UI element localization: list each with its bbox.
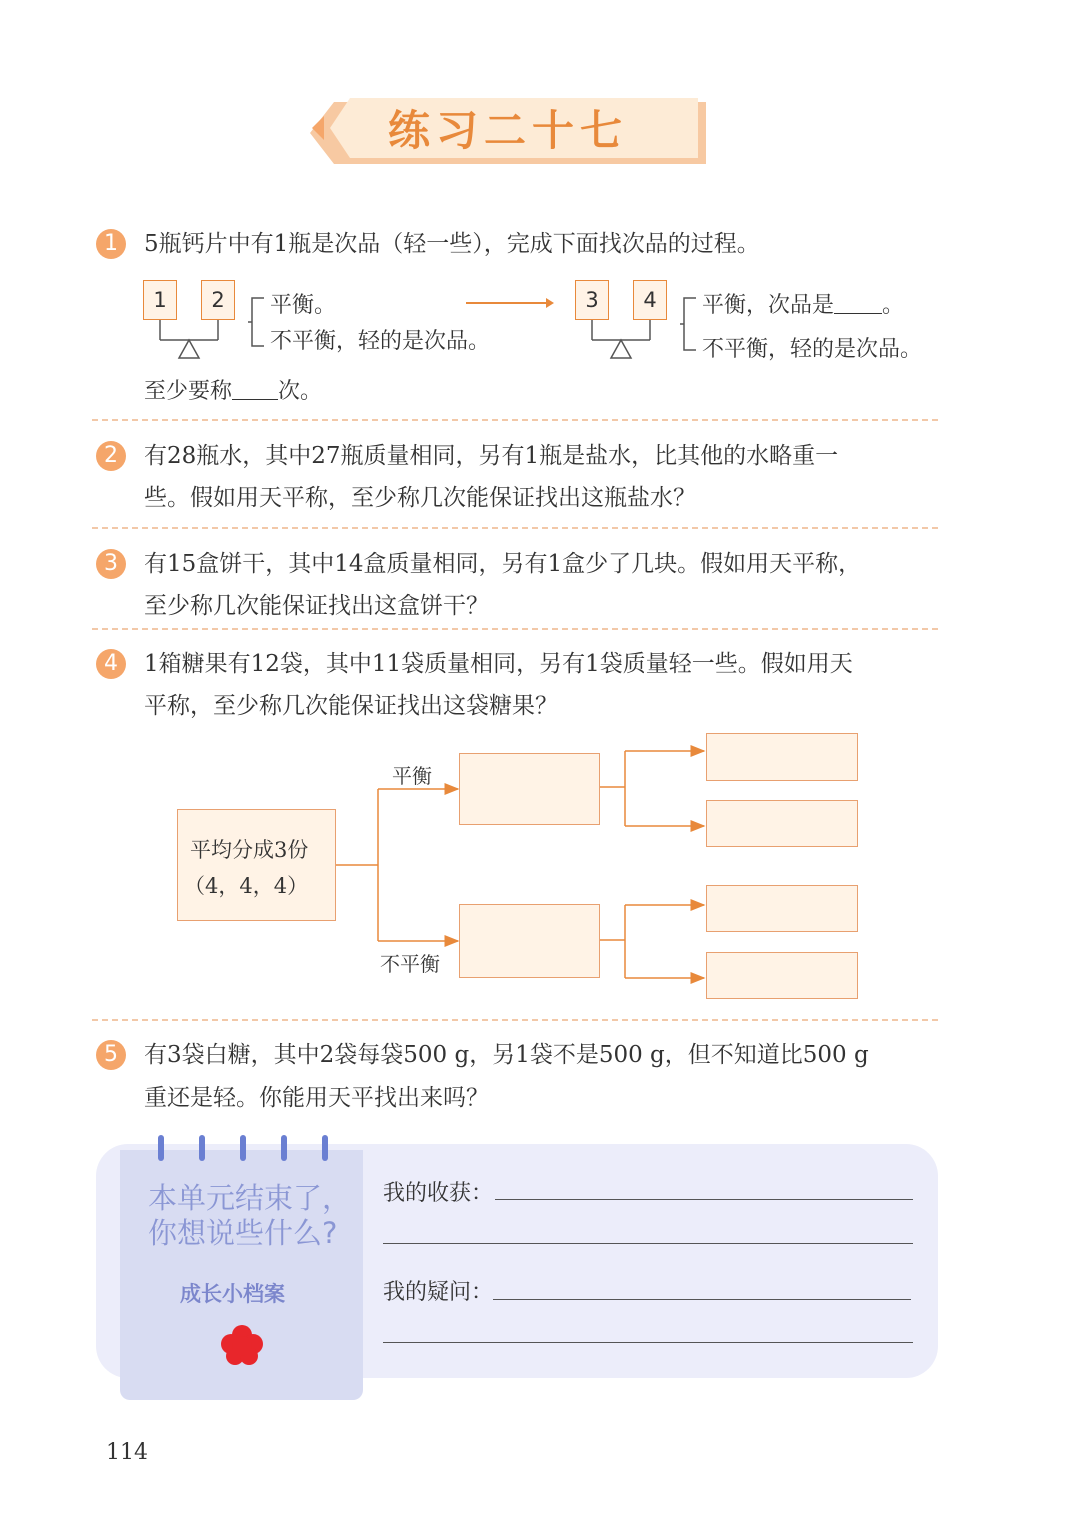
answer-box[interactable] — [459, 753, 600, 825]
question-number-5: 5 — [96, 1040, 126, 1070]
q2-line1: 有28瓶水，其中27瓶质量相同，另有1瓶是盐水，比其他的水略重一 — [144, 443, 839, 469]
question-number-3: 3 — [96, 549, 126, 579]
question-number-4: 4 — [96, 649, 126, 679]
doubt-write-line[interactable] — [493, 1299, 911, 1300]
least-prefix: 至少要称 — [144, 379, 233, 404]
ring-icon — [240, 1135, 246, 1161]
divider — [92, 1019, 938, 1021]
divider — [92, 527, 938, 529]
case2-balanced — [702, 288, 904, 319]
harvest-write-line[interactable] — [383, 1243, 913, 1244]
doubt-write-line[interactable] — [383, 1342, 913, 1343]
ring-icon — [158, 1135, 164, 1161]
title-banner — [310, 98, 706, 164]
start-box-line2: （4，4，4） — [184, 874, 309, 898]
harvest-write-line[interactable] — [495, 1199, 913, 1200]
least-times — [144, 374, 322, 405]
q4-line2: 平称，至少称几次能保证找出这袋糖果？ — [144, 693, 558, 719]
bracket-icon — [680, 294, 700, 354]
pan-item-4: 4 — [633, 280, 667, 320]
pan-item-2: 2 — [201, 280, 235, 320]
q3-line1: 有15盒饼干，其中14盒质量相同，另有1盒少了几块。假如用天平称， — [144, 551, 862, 577]
question-number-2: 2 — [96, 441, 126, 471]
q2-line2: 些。假如用天平称，至少称几次能保证找出这瓶盐水？ — [144, 485, 696, 511]
q5-line2: 重还是轻。你能用天平找出来吗？ — [144, 1085, 489, 1111]
q1-text: 5瓶钙片中有1瓶是次品（轻一些），完成下面找次品的过程。 — [144, 231, 760, 257]
balanced-label: 平衡 — [392, 764, 432, 788]
ring-icon — [281, 1135, 287, 1161]
q5-line1: 有3袋白糖，其中2袋每袋500 g，另1袋不是500 g，但不知道比500 g — [144, 1042, 869, 1068]
answer-blank[interactable] — [834, 293, 882, 314]
divider — [92, 419, 938, 421]
bracket-icon — [248, 294, 268, 350]
least-suffix: 次。 — [278, 379, 323, 404]
case2-unbalanced: 不平衡，轻的是次品。 — [702, 337, 923, 362]
case2-balanced-prefix: 平衡，次品是 — [702, 293, 835, 318]
q4-line1: 1箱糖果有12袋，其中11袋质量相同，另有1袋质量轻一些。假如用天 — [144, 651, 853, 677]
doubt-label: 我的疑问： — [383, 1280, 494, 1305]
note-question-line1: 本单元结束了， — [148, 1181, 352, 1215]
flower-icon — [220, 1324, 264, 1366]
q3-line2: 至少称几次能保证找出这盒饼干？ — [144, 593, 489, 619]
ring-icon — [199, 1135, 205, 1161]
answer-box[interactable] — [706, 733, 858, 781]
case2-balanced-suffix: 。 — [882, 293, 905, 318]
pan-item-1: 1 — [143, 280, 177, 320]
start-box-line1: 平均分成3份 — [190, 838, 309, 862]
note-question-line2: 你想说些什么? — [148, 1216, 338, 1250]
answer-box[interactable] — [706, 952, 858, 999]
page-number: 114 — [106, 1440, 148, 1465]
growth-archive-label: 成长小档案 — [180, 1282, 285, 1306]
ring-icon — [322, 1135, 328, 1161]
start-box — [177, 809, 336, 921]
answer-blank[interactable] — [232, 379, 278, 400]
answer-box[interactable] — [459, 904, 600, 978]
page-title: 练习二十七 — [387, 106, 628, 155]
harvest-label: 我的收获： — [383, 1181, 494, 1206]
case1-unbalanced: 不平衡，轻的是次品。 — [270, 329, 491, 354]
question-number-1: 1 — [96, 229, 126, 259]
divider — [92, 628, 938, 630]
answer-box[interactable] — [706, 800, 858, 847]
pan-item-3: 3 — [575, 280, 609, 320]
case1-balanced: 平衡。 — [270, 293, 337, 318]
unbalanced-label: 不平衡 — [380, 952, 440, 976]
answer-box[interactable] — [706, 885, 858, 932]
arrow-icon — [466, 295, 556, 311]
